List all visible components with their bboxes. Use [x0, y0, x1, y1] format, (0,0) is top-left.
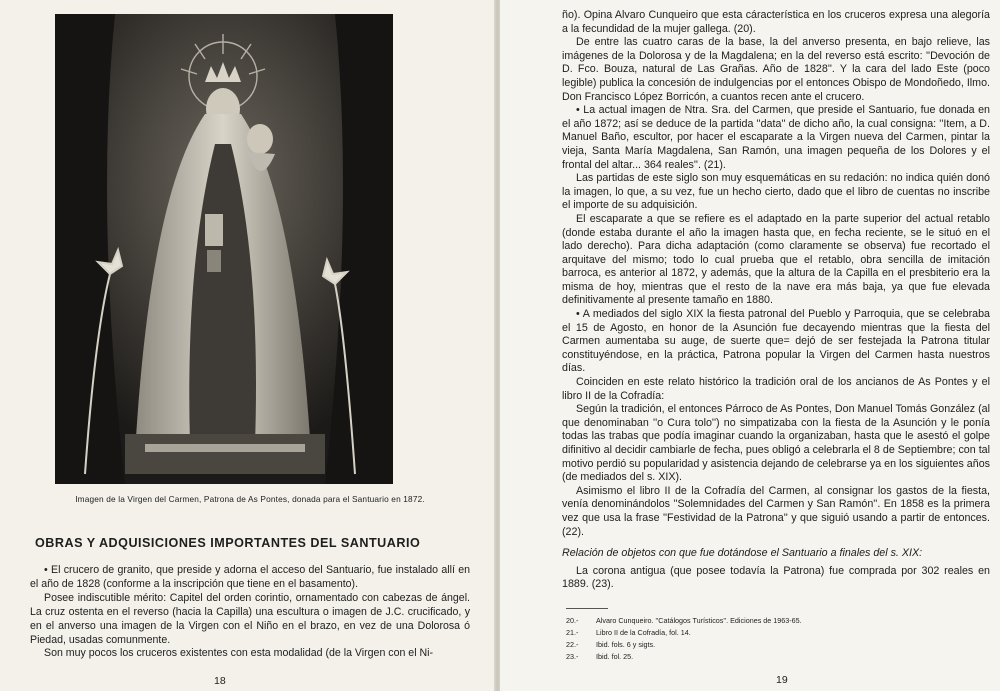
- footnote-number: 20.-: [566, 616, 579, 625]
- left-body-text: [30, 564, 470, 661]
- right-body-text: [562, 9, 990, 592]
- paragraph: Las partidas de este siglo son muy esquemáticas en su redación: no indica quién donó la imagen, lo que, a su vez, fue un hecho cierto, dado que el libro de cuentas no inscribe el importe de su adquisición.: [562, 172, 990, 212]
- paragraph: Son muy pocos los cruceros existentes con esta modalidad (de la Virgen con el Ni-: [44, 647, 434, 660]
- footnote-text: Ibid. fol. 25.: [596, 652, 634, 661]
- footnote: [566, 628, 966, 637]
- footnote-rule: [566, 608, 608, 609]
- paragraph: • La actual imagen de Ntra. Sra. del Carmen, que preside el Santuario, fue donada en el año 1872; así se deduce de la partida ''data'' de dicho año, la cual consigna: ''Item, a D. Manuel Baño, escultor, por hacer el escaparate a la Virgen nueva del Carmen, pintar la vieja, Santa María Magdalena, San Ramón, una imagen pequeña de los Dolores y el frontal del altar... 364 reales''. (21).: [562, 104, 990, 171]
- footnote-number: 21.-: [566, 628, 579, 637]
- virgin-del-carmen-photo: [55, 14, 393, 484]
- footnote-text: Ibid. fols. 6 y sigts.: [596, 640, 656, 649]
- footnote: [566, 652, 966, 661]
- footnote-number: 23.-: [566, 652, 579, 661]
- footnote: [566, 616, 966, 625]
- footnote-text: Alvaro Cunqueiro. ''Catálogos Turísticos''. Ediciones de 1963-65.: [596, 616, 802, 625]
- footnote-number: 22.-: [566, 640, 579, 649]
- subheading: Relación de objetos con que fue dotándose el Santuario a finales del s. XIX:: [562, 547, 923, 560]
- paragraph: El escaparate a que se refiere es el adaptado en la parte superior del actual retablo (donde estaba durante el año la imagen hasta que, en fecha reciente, se le situó en el lado derecho). Para dicha adaptación (como claramente se observa) fue recortado el arquitave del mismo; todo lo cual prueba que el retablo, obra sencilla de imitación barroca, es anterior al 1872, y además, que la altura de la Capilla en el presbiterio era la misma de hoy, mientras que el resto de la nave era más baja, ya que fue elevada definitivamente al presente tamaño en 1880.: [562, 212, 990, 307]
- paragraph: Asimismo el libro II de la Cofradía del Carmen, al consignar los gastos de la fiesta, venía denominándolos ''Solemnidades del Carmen y San Ramón''. En 1858 es la primera vez que usa la frase ''Festividad de la Patrona'' y que siguió usando a partir de entonces. (22).: [562, 484, 990, 538]
- left-page: [0, 0, 496, 691]
- paragraph: ño). Opina Alvaro Cunqueiro que esta cáracterística en los cruceros expresa una alegoría a la fecundidad de la mujer gallega. (20).: [562, 9, 990, 35]
- photo-caption: Imagen de la Virgen del Carmen, Patrona de As Pontes, donada para el Santuario en 1872.: [75, 494, 425, 504]
- paragraph: Según la tradición, el entonces Párroco de As Pontes, Don Manuel Tomás González (al que denominaban ''o Cura tolo'') no simpatizaba con la fiesta de la Asunción y le ponía todas las trabas que podía imaginar cuando la organizaban, hasta que le asestó el golpe difinitivo al decidir cambiarle de fecha, pues obligó a celebrarla el 8 de Septiembre; con tal motivo perdió su popularidad y asistencia dejando de celebrarse ya en los siguientes años (de mediados del s. XIX).: [562, 403, 990, 484]
- paragraph: La corona antigua (que posee todavía la Patrona) fue comprada por 302 reales en 1889. (23).: [562, 564, 990, 591]
- paragraph: Posee indiscutible mérito: Capitel del orden corintio, ornamentado con cabezas de ángel. La cruz ostenta en el reverso (hacia la Capilla) una escultura o imagen de J.C. crucificado, y en el anverso una imagen de la Virgen con el Niño en el brazo, en vez de una Dolorosa ó Piedad, usadas comunmente.: [30, 591, 470, 646]
- section-heading: OBRAS Y ADQUISICIONES IMPORTANTES DEL SANTUARIO: [35, 536, 421, 550]
- page-number: 18: [214, 675, 226, 687]
- paragraph: • El crucero de granito, que preside y adorna el acceso del Santuario, fue instalado allí en el año de 1828 (conforme a la inscripción que tiene en el basamento).: [30, 564, 470, 590]
- footnote-text: Libro II de la Cofradía, fol. 14.: [596, 628, 691, 637]
- paragraph: • A mediados del siglo XIX la fiesta patronal del Pueblo y Parroquia, que se celebraba el 15 de Agosto, en honor de la Asunción fue decayendo mientras que la fiesta del Carmen aumentaba su auge, de suerte que= dejó de ser festejada la Patrona titular constituyéndose, en la práctica, Patrona popular la Virgen del Carmen hasta nuestros días.: [562, 308, 990, 375]
- page-number: 19: [776, 674, 788, 686]
- footnote: [566, 640, 966, 649]
- paragraph: De entre las cuatro caras de la base, la del anverso presenta, en bajo relieve, las imágenes de la Dolorosa y de la Magdalena; en la del reverso está escrito: ''Devoción de D. Fco. Bouza, natural de Las Grañas. Año de 1828''. Y la cara del lado Este (poco legible) publica la concesión de indulgencias por el entonces Obispo de Mondoñedo, Ilmo. Don Francisco López Borricón, a cuantos recen ante el crucero.: [562, 36, 990, 103]
- paragraph: Coinciden en este relato histórico la tradición oral de los ancianos de As Pontes y el libro II de la Cofradía:: [562, 376, 990, 402]
